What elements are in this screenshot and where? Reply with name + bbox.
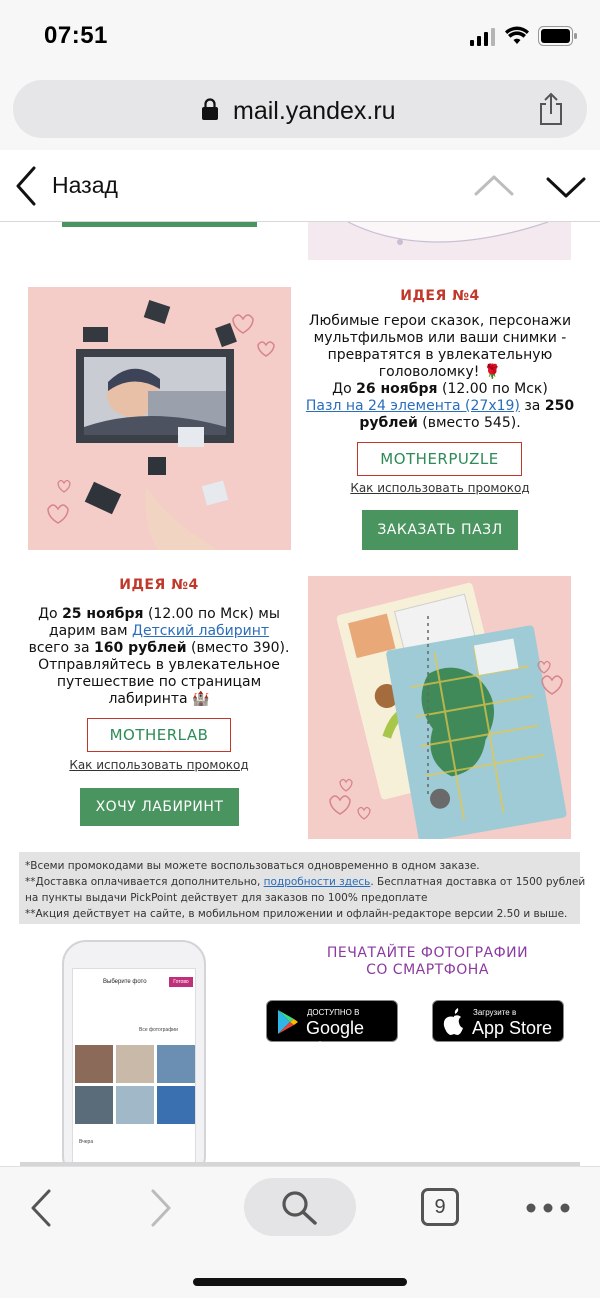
deadline-date: 26 ноября <box>356 381 438 397</box>
status-time: 07:51 <box>44 22 108 49</box>
phone-screen <box>72 968 196 1166</box>
phone-screen-button: Готово <box>169 977 193 987</box>
deadline-date: 25 ноября <box>62 606 144 622</box>
previous-image-edge <box>308 222 571 260</box>
deadline-line <box>298 381 582 398</box>
tabs-button[interactable]: 9 <box>421 1188 459 1226</box>
description-line: Отправляйтесь в увлекательное <box>38 657 280 673</box>
more-menu-icon[interactable] <box>526 1203 570 1213</box>
google-play-icon <box>277 1009 299 1035</box>
price-value: 160 рублей <box>93 640 187 656</box>
deadline-suffix: (12.00 по Мск) мы <box>143 606 280 622</box>
footnote-text: . Бесплатная доставка от 1500 рублей <box>370 876 586 888</box>
order-labyrinth-button[interactable]: ХОЧУ ЛАБИРИНТ <box>80 788 239 826</box>
price-line <box>298 398 582 415</box>
price-value: 250 <box>544 398 575 414</box>
labyrinth-gift-line <box>20 623 298 640</box>
footnote-line: *Всеми промокодами вы можете воспользоваться одновременно в одном заказе. <box>25 860 480 872</box>
google-play-badge[interactable] <box>266 1000 398 1059</box>
email-content <box>0 222 600 1166</box>
description-line: головоломку! 🌹 <box>378 364 502 380</box>
app-store-badge[interactable] <box>432 1000 564 1042</box>
google-play-big-text: Google Play <box>306 1018 365 1059</box>
footnote-line: на пункты выдачи PickPoint действует для заказов по 100% предоплате <box>25 892 428 904</box>
phone-screen-title: Выберите фото <box>103 979 147 985</box>
search-icon <box>281 1190 319 1226</box>
labyrinth-product-link[interactable]: Детский лабиринт <box>132 623 270 639</box>
lock-icon <box>202 98 218 120</box>
gift-prefix: дарим вам <box>48 623 133 639</box>
address-bar[interactable] <box>13 80 587 138</box>
google-play-small-text: ДОСТУПНО В <box>307 1008 360 1017</box>
print-promo-title <box>300 945 555 979</box>
home-indicator <box>193 1278 407 1286</box>
url-text: mail.yandex.ru <box>233 97 396 125</box>
description-line: мультфильмов или ваши снимки - <box>313 330 567 346</box>
back-button[interactable]: Назад <box>52 172 118 198</box>
forward-arrow-icon[interactable] <box>150 1189 172 1227</box>
search-button[interactable] <box>244 1178 356 1236</box>
description-line: превратятся в увлекательную <box>327 347 553 363</box>
app-store-big-text: App Store <box>472 1018 553 1038</box>
deadline-prefix: До <box>332 381 357 397</box>
cellular-signal-icon <box>470 28 496 46</box>
browser-address-area <box>0 74 600 150</box>
back-chevron-icon[interactable] <box>14 166 38 206</box>
phone-photo-grid <box>75 1045 195 1127</box>
footnote-text: **Доставка оплачивается дополнительно, <box>25 876 264 888</box>
idea-puzzle-description <box>298 313 582 432</box>
puzzle-product-link[interactable]: Пазл на 24 элемента (27х19) <box>305 398 520 414</box>
order-puzzle-button[interactable]: ЗАКАЗАТЬ ПАЗЛ <box>362 510 518 550</box>
footnote-line: **Акция действует на сайте, в мобильном приложении и офлайн-редакторе версии 2.50 и выше. <box>25 908 568 920</box>
mail-navigation-bar <box>0 150 600 222</box>
deadline-prefix: До <box>38 606 63 622</box>
back-arrow-icon[interactable] <box>30 1189 52 1227</box>
price-old: (вместо 390). <box>186 640 290 656</box>
app-store-small-text: Загрузите в <box>473 1008 517 1017</box>
idea-labyrinth-title: ИДЕЯ №4 <box>119 577 199 593</box>
puzzle-promo-code[interactable]: MOTHERPUZLE <box>357 442 522 476</box>
description-line: путешествие по страницам <box>56 674 262 690</box>
previous-message-icon[interactable] <box>474 174 514 196</box>
delivery-details-link[interactable]: подробности здесь <box>263 876 371 888</box>
apple-icon <box>443 1008 465 1035</box>
wifi-icon <box>505 26 529 46</box>
price-prefix: за <box>519 398 545 414</box>
print-title-line: СО СМАРТФОНА <box>366 962 489 978</box>
share-icon[interactable] <box>537 92 565 126</box>
description-line: лабиринта 🏰 <box>108 691 210 707</box>
labyrinth-promo-code[interactable]: MOTHERLAB <box>87 718 231 752</box>
puzzle-photo[interactable] <box>28 287 291 550</box>
next-message-icon[interactable] <box>546 176 586 198</box>
price-line-2 <box>298 415 582 432</box>
labyrinth-deadline-line <box>20 606 298 623</box>
price-prefix: всего за <box>28 640 94 656</box>
labyrinth-price-line <box>20 640 298 657</box>
battery-icon <box>538 26 578 46</box>
idea-labyrinth-description <box>20 606 298 708</box>
phone-mockup <box>62 940 206 1166</box>
deadline-suffix: (12.00 по Мск) <box>437 381 548 397</box>
labyrinth-promo-how-link[interactable]: Как использовать промокод <box>69 758 249 772</box>
phone-section-label: Вчера <box>79 1139 94 1145</box>
price-old: (вместо 545). <box>417 415 521 431</box>
footnote-line <box>25 874 586 890</box>
print-title-line: ПЕЧАТАЙТЕ ФОТОГРАФИИ <box>326 945 529 961</box>
phone-all-photos: Все фотографии <box>139 1027 178 1033</box>
labyrinth-book-photo[interactable] <box>308 576 571 839</box>
price-currency: рублей <box>359 415 418 431</box>
previous-button-edge <box>62 222 257 227</box>
puzzle-promo-how-link[interactable]: Как использовать промокод <box>350 481 530 495</box>
footnotes <box>19 852 586 924</box>
idea-puzzle-title: ИДЕЯ №4 <box>400 288 480 304</box>
description-line: Любимые герои сказок, персонажи <box>308 313 572 329</box>
status-bar <box>0 0 600 74</box>
